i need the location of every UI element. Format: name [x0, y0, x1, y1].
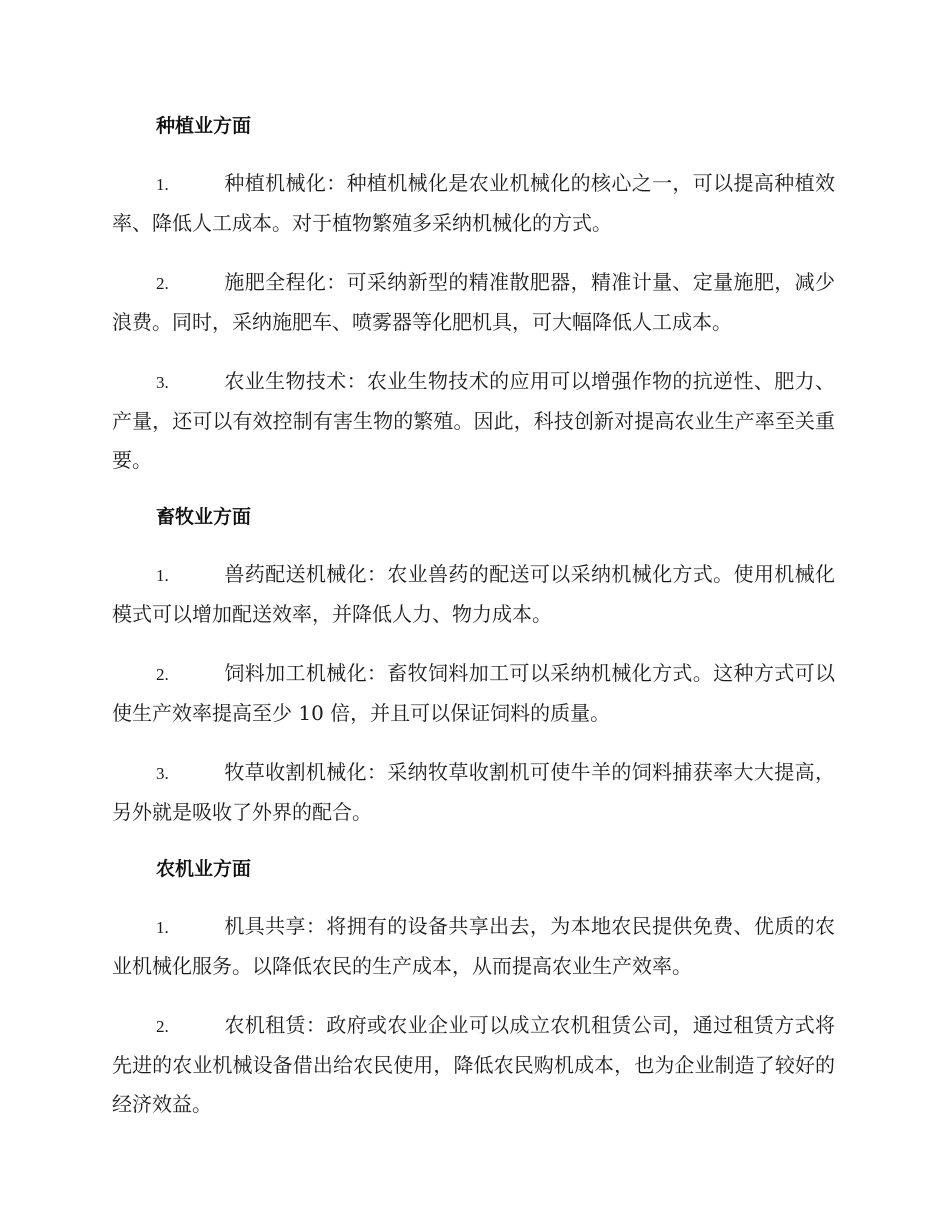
- item-text: 机具共享：将拥有的设备共享出去，为本地农民提供免费、优质的农业机械化服务。以降低农民的生产成本，从而提高农业生产效率。: [112, 914, 835, 978]
- item-text: 兽药配送机械化：农业兽药的配送可以采纳机械化方式。使用机械化模式可以增加配送效率，并降低人力、物力成本。: [112, 562, 835, 626]
- section-heading: 种植业方面: [156, 115, 252, 137]
- item-number: 2.: [156, 274, 169, 293]
- item-text: 牧草收割机械化：采纳牧草收割机可使牛羊的饲料捕获率大大提高，另外就是吸收了外界的配合。: [112, 760, 835, 824]
- section-heading: 畜牧业方面: [156, 506, 252, 528]
- list-item: [112, 263, 835, 342]
- item-number: 3.: [156, 764, 169, 783]
- item-text: 饲料加工机械化：畜牧饲料加工可以采纳机械化方式。这种方式可以使生产效率提高至少 10 倍，并且可以保证饲料的质量。: [112, 661, 835, 725]
- list-item: [112, 753, 835, 832]
- item-number: 1.: [156, 566, 169, 585]
- list-item: [112, 362, 835, 480]
- list-item: [112, 654, 835, 733]
- item-number: 1.: [156, 175, 169, 194]
- item-number: 2.: [156, 1017, 169, 1036]
- section-heading: 农机业方面: [156, 858, 252, 880]
- item-number: 2.: [156, 665, 169, 684]
- list-item: [112, 555, 835, 634]
- item-number: 1.: [156, 918, 169, 937]
- item-text: 农业生物技术：农业生物技术的应用可以增强作物的抗逆性、肥力、产量，还可以有效控制有害生物的繁殖。因此，科技创新对提高农业生产率至关重要。: [112, 369, 835, 472]
- item-text: 种植机械化：种植机械化是农业机械化的核心之一，可以提高种植效率、降低人工成本。对于植物繁殖多采纳机械化的方式。: [112, 171, 835, 235]
- list-item: [112, 1006, 835, 1124]
- item-number: 3.: [156, 373, 169, 392]
- item-text: 施肥全程化：可采纳新型的精准散肥器，精准计量、定量施肥，减少浪费。同时，采纳施肥车、喷雾器等化肥机具，可大幅降低人工成本。: [112, 270, 835, 334]
- list-item: [112, 907, 835, 986]
- item-text: 农机租赁：政府或农业企业可以成立农机租赁公司，通过租赁方式将先进的农业机械设备借出给农民使用，降低农民购机成本，也为企业制造了较好的经济效益。: [112, 1013, 835, 1116]
- list-item: [112, 164, 835, 243]
